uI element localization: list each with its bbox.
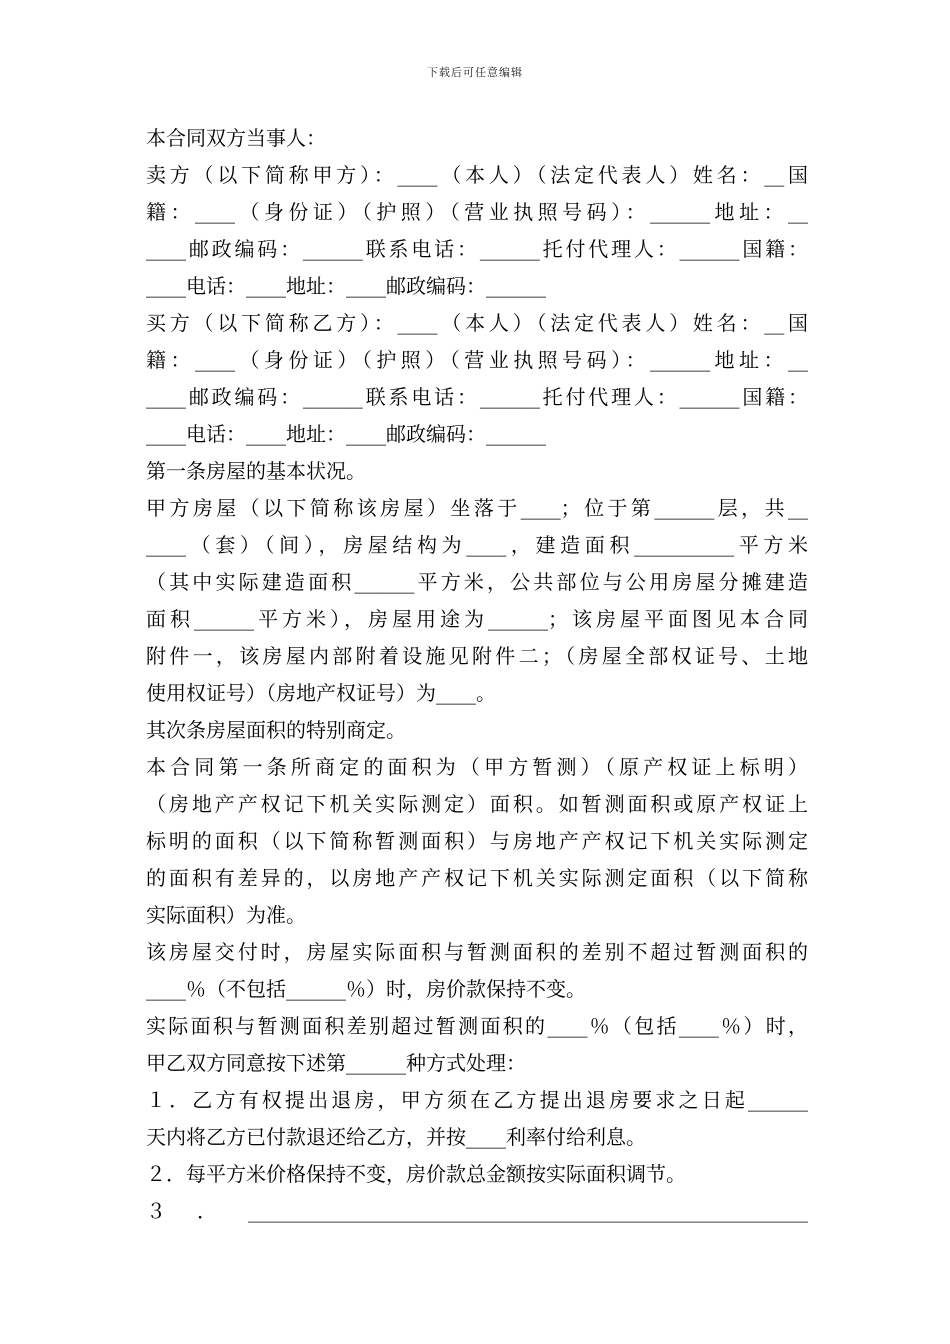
text-line: 买方（以下简称乙方）：____（本人）（法定代表人）姓名：__国	[146, 311, 808, 335]
text-line: 实际面积）为准。	[146, 903, 306, 927]
text-line: 使用权证号）（房地产权证号）为____。	[146, 681, 496, 705]
text-line: 甲方房屋（以下简称该房屋）坐落于____；位于第______层，共__	[146, 496, 808, 520]
text-line: ____％（不包括______％）时，房价款保持不变。	[146, 977, 586, 1001]
text-line: ____电话：____地址：____邮政编码：______	[146, 422, 546, 446]
text-line: 籍：____（身份证）（护照）（营业执照号码）：______地址：__	[146, 200, 808, 224]
text-line: 籍：____（身份证）（护照）（营业执照号码）：______地址：__	[146, 348, 808, 372]
text-line: 本合同双方当事人：	[146, 126, 326, 150]
text-line: ____电话：____地址：____邮政编码：______	[146, 274, 546, 298]
text-line: 该房屋交付时，房屋实际面积与暂测面积的差别不超过暂测面积的	[146, 940, 808, 964]
text-line: ____邮政编码：______联系电话：______托付代理人：______国籍：	[146, 237, 808, 261]
section-heading: 其次条房屋面积的特别商定。	[146, 718, 406, 742]
section-heading: 第一条房屋的基本状况。	[146, 459, 366, 483]
text-line: 本合同第一条所商定的面积为（甲方暂测）（原产权证上标明）	[146, 755, 808, 779]
text-line: ____（套）（间），房屋结构为____，建造面积__________平方米	[146, 533, 808, 557]
text-line: （房地产产权记下机关实际测定）面积。如暂测面积或原产权证上	[146, 792, 808, 816]
page-header: 下载后可任意编辑	[427, 66, 523, 79]
text-line: 卖方（以下简称甲方）：____（本人）（法定代表人）姓名：__国	[146, 163, 808, 187]
text-line: 标明的面积（以下简称暂测面积）与房地产产权记下机关实际测定	[146, 829, 808, 853]
list-item: ３．________________________________________________________	[146, 1199, 808, 1223]
document-body	[146, 120, 808, 1230]
text-line: ____邮政编码：______联系电话：______托付代理人：______国籍：	[146, 385, 808, 409]
list-item: １．乙方有权提出退房，甲方须在乙方提出退房要求之日起______	[146, 1088, 808, 1112]
list-item: 天内将乙方已付款退还给乙方，并按____利率付给利息。	[146, 1125, 646, 1149]
text-line: 甲乙双方同意按下述第______种方式处理：	[146, 1051, 526, 1075]
text-line: 实际面积与暂测面积差别超过暂测面积的____％（包括____％）时，	[146, 1014, 808, 1038]
text-line: 的面积有差异的，以房地产产权记下机关实际测定面积（以下简称	[146, 866, 808, 890]
list-item: ２．每平方米价格保持不变，房价款总金额按实际面积调节。	[146, 1162, 686, 1186]
text-line: 面积______平方米），房屋用途为______；该房屋平面图见本合同	[146, 607, 808, 631]
text-line: （其中实际建造面积______平方米，公共部位与公用房屋分摊建造	[146, 570, 808, 594]
text-line: 附件一，该房屋内部附着设施见附件二；（房屋全部权证号、土地	[146, 644, 808, 668]
